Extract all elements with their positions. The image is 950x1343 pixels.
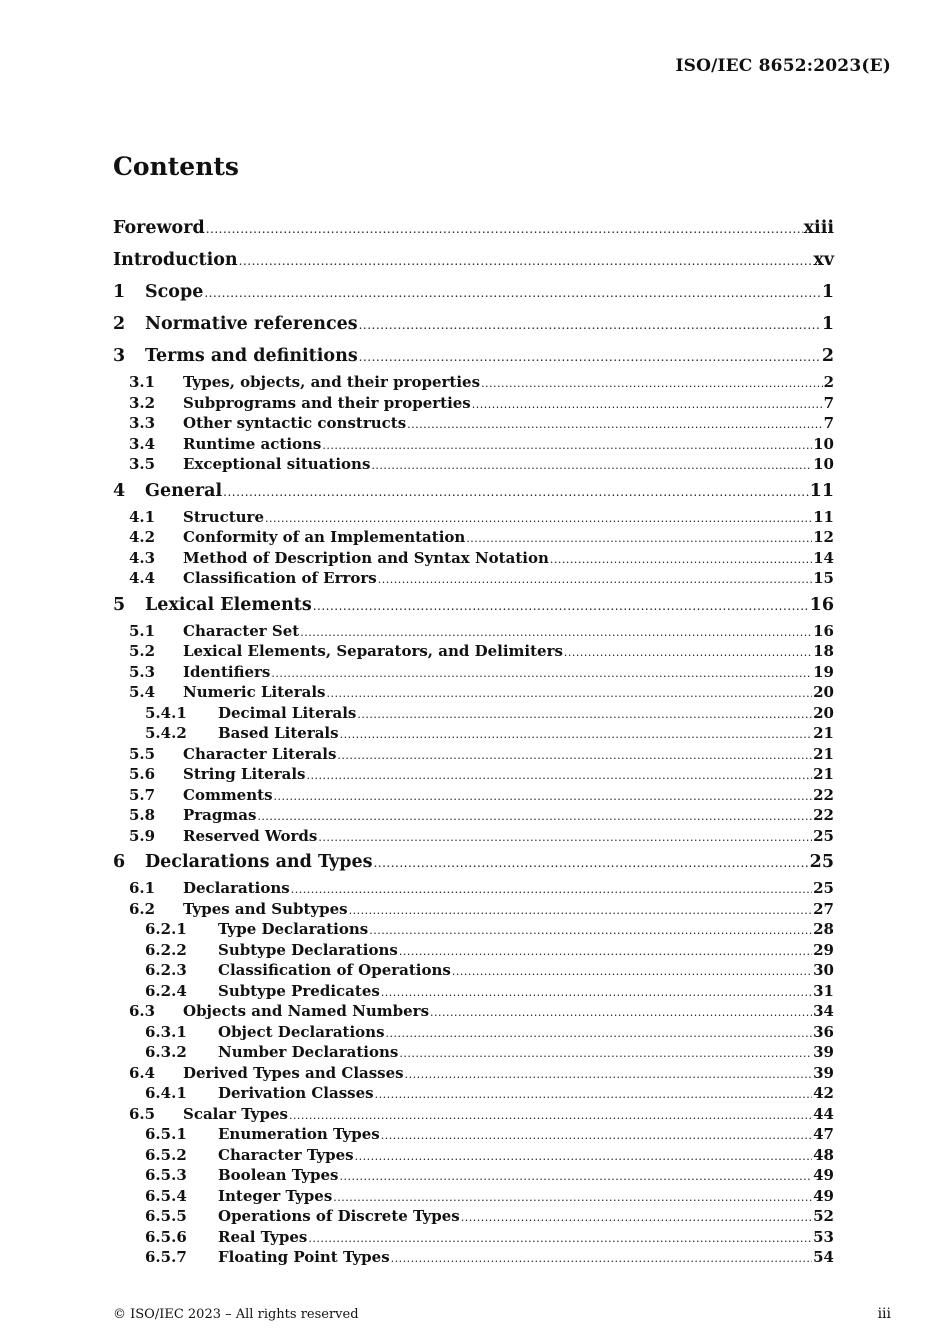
toc-leader-dots (313, 590, 809, 622)
toc-entry-number: 5.4.1 (145, 703, 187, 722)
toc-entry-page: 25 (813, 879, 834, 897)
toc-entry[interactable] (113, 244, 834, 276)
toc-entry[interactable] (113, 662, 834, 683)
toc-entry-number: 6.3.2 (145, 1043, 187, 1061)
toc-entry-title: Runtime actions (183, 434, 322, 453)
toc-leader-dots (357, 705, 812, 726)
toc-entry-page: 44 (813, 1104, 834, 1123)
toc-leader-dots (340, 725, 813, 746)
toc-entry-number: 4.4 (129, 569, 156, 587)
toc-leader-dots (204, 277, 820, 309)
toc-entry-title: Declarations (183, 879, 290, 897)
toc-entry[interactable] (113, 621, 834, 642)
toc-entry-page: 11 (809, 480, 834, 501)
toc-entry-number: 6 (113, 852, 126, 872)
toc-entry-title: Object Declarations (218, 1022, 385, 1041)
toc-entry-title: Operations of Discrete Types (218, 1207, 460, 1225)
toc-entry-number: 4.1 (129, 507, 156, 526)
toc-entry-title: Integer Types (218, 1186, 333, 1205)
toc-entry-number: 5.9 (129, 826, 156, 845)
copyright-notice: © ISO/IEC 2023 – All rights reserved (113, 1307, 359, 1322)
toc-entry-page: 2 (823, 373, 834, 391)
toc-entry-number: 6.5.5 (145, 1207, 187, 1225)
toc-leader-dots (481, 374, 823, 395)
toc-entry-number: 5.3 (129, 662, 156, 681)
toc-entry-number: 1 (113, 282, 126, 302)
toc-leader-dots (466, 529, 812, 550)
toc-entry-number: 6.1 (129, 879, 156, 897)
toc-entry-page: 20 (813, 703, 834, 722)
toc-entry-title: Exceptional situations (183, 455, 371, 473)
toc-leader-dots (265, 509, 812, 530)
toc-entry-title: Real Types (218, 1227, 308, 1246)
toc-entry[interactable] (113, 434, 834, 455)
toc-leader-dots (206, 213, 803, 245)
toc-leader-dots (430, 1003, 812, 1024)
toc-entry-page: 10 (813, 434, 834, 453)
toc-leader-dots (452, 962, 812, 983)
toc-leader-dots (300, 623, 812, 644)
toc-entry[interactable] (113, 981, 834, 1002)
toc-entry-title: String Literals (183, 765, 306, 783)
toc-entry-number: 5.5 (129, 744, 156, 763)
toc-leader-dots (257, 807, 812, 828)
toc-leader-dots (339, 1167, 812, 1188)
toc-entry[interactable] (113, 1063, 834, 1084)
toc-leader-dots (337, 746, 812, 767)
toc-entry[interactable] (113, 527, 834, 548)
toc-entry-title: Character Types (218, 1145, 354, 1164)
toc-entry-title: Pragmas (183, 806, 257, 824)
toc-leader-dots (326, 684, 812, 705)
toc-entry[interactable] (113, 276, 834, 308)
toc-entry-title: Lexical Elements (145, 594, 312, 615)
toc-entry-page: 53 (813, 1227, 834, 1246)
toc-entry[interactable] (113, 805, 834, 826)
toc-entry-page: 29 (813, 940, 834, 959)
toc-entry[interactable] (113, 308, 834, 340)
toc-entry[interactable] (113, 723, 834, 744)
toc-entry-page: 49 (813, 1166, 834, 1184)
toc-entry-page: 7 (823, 393, 834, 412)
toc-leader-dots (472, 395, 823, 416)
toc-leader-dots (359, 341, 821, 373)
toc-entry-page: 34 (813, 1002, 834, 1020)
toc-entry[interactable] (113, 212, 834, 244)
toc-leader-dots (373, 847, 808, 879)
toc-entry[interactable] (113, 1001, 834, 1022)
toc-entry-title: Classification of Operations (218, 961, 451, 979)
toc-entry-title: Identifiers (183, 662, 271, 681)
toc-entry-number: 6.5.1 (145, 1125, 187, 1143)
toc-entry-page: 21 (813, 744, 834, 763)
toc-leader-dots (369, 921, 812, 942)
toc-entry-page: 11 (813, 507, 834, 526)
document-id: ISO/IEC 8652:2023(E) (675, 56, 891, 76)
toc-entry-title: Types and Subtypes (183, 899, 348, 918)
toc-entry-title: Character Literals (183, 744, 337, 763)
toc-entry[interactable] (113, 1124, 834, 1145)
toc-entry-page: 31 (813, 981, 834, 1000)
toc-leader-dots (399, 1044, 812, 1065)
toc-entry-page: 22 (813, 806, 834, 824)
toc-entry-title: Objects and Named Numbers (183, 1002, 430, 1020)
toc-leader-dots (405, 1065, 813, 1086)
toc-entry-page: 15 (813, 569, 834, 587)
toc-entry-page: 22 (813, 785, 834, 804)
toc-entry-number: 6.5 (129, 1104, 156, 1123)
toc-entry[interactable] (113, 764, 834, 785)
toc-leader-dots (399, 942, 812, 963)
toc-entry-number: 5 (113, 594, 126, 615)
toc-entry[interactable] (113, 1145, 834, 1166)
toc-entry-page: 18 (813, 642, 834, 660)
toc-entry-title: Derivation Classes (218, 1084, 374, 1102)
toc-leader-dots (306, 766, 812, 787)
toc-entry[interactable] (113, 826, 834, 847)
toc-entry-page: xiii (803, 218, 834, 238)
toc-entry-number: 3.1 (129, 373, 156, 391)
toc-entry-title: Classification of Errors (183, 569, 377, 587)
toc-entry-number: 4 (113, 480, 126, 501)
toc-entry[interactable] (113, 940, 834, 961)
toc-entry[interactable] (113, 899, 834, 920)
toc-entry-number: 5.4 (129, 683, 156, 701)
toc-leader-dots (375, 1085, 813, 1106)
toc-entry[interactable] (113, 1206, 834, 1227)
toc-entry-number: 6.3 (129, 1002, 156, 1020)
toc-entry-number: 6.2 (129, 899, 156, 918)
toc-entry[interactable] (113, 589, 834, 621)
toc-leader-dots (550, 550, 812, 571)
toc-leader-dots (371, 456, 812, 477)
toc-entry-number: 2 (113, 314, 126, 334)
toc-leader-dots (359, 309, 821, 341)
toc-entry-number: 6.3.1 (145, 1022, 187, 1041)
page-number: iii (877, 1306, 891, 1322)
toc-entry-title: Normative references (145, 314, 358, 334)
toc-entry[interactable] (113, 641, 834, 662)
toc-entry-page: 21 (813, 765, 834, 783)
toc-entry-number: 5.8 (129, 806, 156, 824)
toc-leader-dots (318, 828, 812, 849)
toc-entry-number: 6.2.2 (145, 940, 187, 959)
toc-leader-dots (274, 787, 813, 808)
toc-entry-number: 6.5.3 (145, 1166, 187, 1184)
toc-leader-dots (322, 436, 812, 457)
toc-entry-title: Scope (145, 282, 204, 302)
toc-entry-number: 4.2 (129, 528, 156, 546)
toc-entry[interactable] (113, 1104, 834, 1125)
toc-entry[interactable] (113, 548, 834, 569)
toc-entry-title: Derived Types and Classes (183, 1063, 404, 1082)
toc-leader-dots (333, 1188, 812, 1209)
toc-entry-number: 5.4.2 (145, 724, 187, 742)
toc-entry[interactable] (113, 1083, 834, 1104)
toc-entry-title: Types, objects, and their properties (183, 373, 481, 391)
toc-entry-page: 28 (813, 920, 834, 938)
toc-leader-dots (461, 1208, 812, 1229)
toc-leader-dots (391, 1249, 812, 1270)
toc-entry-title: Character Set (183, 621, 300, 640)
page-title: Contents (113, 152, 240, 181)
toc-entry[interactable] (113, 919, 834, 940)
toc-entry-page: 48 (813, 1145, 834, 1164)
toc-entry-title: Enumeration Types (218, 1125, 380, 1143)
toc-leader-dots (355, 1147, 813, 1168)
toc-leader-dots (289, 1106, 812, 1127)
toc-entry-title: Terms and definitions (145, 346, 358, 366)
toc-entry-title: Floating Point Types (218, 1248, 390, 1266)
toc-entry-title: Introduction (113, 250, 238, 270)
toc-leader-dots (308, 1229, 812, 1250)
toc-entry-title: Other syntactic constructs (183, 414, 407, 432)
toc-entry-number: 3.4 (129, 434, 156, 453)
toc-entry-number: 4.3 (129, 548, 156, 567)
toc-entry[interactable] (113, 393, 834, 414)
toc-entry-number: 5.6 (129, 765, 156, 783)
toc-entry[interactable] (113, 507, 834, 528)
toc-entry-title: Lexical Elements, Separators, and Delimiters (183, 642, 563, 660)
toc-entry[interactable] (113, 960, 834, 981)
toc-entry-number: 6.5.6 (145, 1227, 187, 1246)
toc-entry-title: General (145, 480, 223, 501)
toc-entry[interactable] (113, 1227, 834, 1248)
toc-entry[interactable] (113, 1165, 834, 1186)
toc-entry-number: 6.2.3 (145, 961, 187, 979)
toc-entry-number: 6.2.4 (145, 981, 187, 1000)
toc-entry[interactable] (113, 1022, 834, 1043)
toc-entry-title: Declarations and Types (145, 852, 373, 872)
toc-leader-dots (291, 880, 812, 901)
toc-leader-dots (407, 415, 822, 436)
toc-entry-page: 30 (813, 961, 834, 979)
toc-entry[interactable] (113, 475, 834, 507)
toc-entry-number: 6.5.4 (145, 1186, 187, 1205)
toc-entry-number: 3.3 (129, 414, 156, 432)
toc-entry-title: Structure (183, 507, 264, 526)
toc-entry-number: 6.5.2 (145, 1145, 187, 1164)
toc-leader-dots (381, 1126, 812, 1147)
toc-entry-page: 39 (813, 1043, 834, 1061)
toc-entry-page: 36 (813, 1022, 834, 1041)
toc-leader-dots (239, 245, 813, 277)
toc-entry-number: 3 (113, 346, 126, 366)
toc-leader-dots (564, 643, 812, 664)
toc-entry-title: Conformity of an Implementation (183, 528, 466, 546)
toc-entry-title: Number Declarations (218, 1043, 399, 1061)
toc-entry-page: 49 (813, 1186, 834, 1205)
toc-entry[interactable] (113, 846, 834, 878)
toc-entry-page: 25 (809, 852, 834, 872)
toc-entry-page: 47 (813, 1125, 834, 1143)
toc-entry-page: 27 (813, 899, 834, 918)
toc-entry-number: 6.4.1 (145, 1084, 187, 1102)
toc-entry-number: 3.2 (129, 393, 156, 412)
toc-entry-number: 3.5 (129, 455, 156, 473)
toc-entry-page: 52 (813, 1207, 834, 1225)
toc-entry-number: 6.4 (129, 1063, 156, 1082)
toc-entry-page: 14 (813, 548, 834, 567)
toc-entry[interactable] (113, 568, 834, 589)
toc-entry-page: 54 (813, 1248, 834, 1266)
toc-leader-dots (349, 901, 813, 922)
toc-entry-page: 16 (809, 594, 834, 615)
toc-entry[interactable] (113, 1042, 834, 1063)
toc-entry-number: 6.2.1 (145, 920, 187, 938)
toc-entry-title: Reserved Words (183, 826, 318, 845)
toc-entry[interactable] (113, 372, 834, 393)
toc-entry-page: 7 (823, 414, 834, 432)
toc-leader-dots (386, 1024, 813, 1045)
toc-entry-title: Decimal Literals (218, 703, 357, 722)
toc-entry-page: 1 (821, 314, 834, 334)
toc-entry-page: xv (813, 250, 834, 270)
toc-entry[interactable] (113, 682, 834, 703)
toc-entry-title: Type Declarations (218, 920, 369, 938)
toc-entry-page: 16 (813, 621, 834, 640)
toc-entry[interactable] (113, 1247, 834, 1268)
toc-entry-page: 39 (813, 1063, 834, 1082)
toc-entry-number: 6.5.7 (145, 1248, 187, 1266)
toc-entry-title: Based Literals (218, 724, 339, 742)
toc-entry-title: Subtype Predicates (218, 981, 380, 1000)
toc-entry-title: Scalar Types (183, 1104, 288, 1123)
toc-entry-title: Subtype Declarations (218, 940, 398, 959)
toc-entry[interactable] (113, 454, 834, 475)
toc-entry[interactable] (113, 340, 834, 372)
toc-entry-page: 10 (813, 455, 834, 473)
toc-leader-dots (378, 570, 812, 591)
toc-entry-page: 21 (813, 724, 834, 742)
toc-entry-number: 5.2 (129, 642, 156, 660)
toc-entry-title: Numeric Literals (183, 683, 326, 701)
table-of-contents (113, 212, 834, 1268)
toc-entry-title: Boolean Types (218, 1166, 339, 1184)
toc-entry[interactable] (113, 785, 834, 806)
toc-entry-page: 2 (821, 346, 834, 366)
toc-entry[interactable] (113, 703, 834, 724)
toc-entry-title: Subprograms and their properties (183, 393, 471, 412)
toc-leader-dots (381, 983, 812, 1004)
toc-entry-title: Foreword (113, 218, 205, 238)
toc-entry-page: 19 (813, 662, 834, 681)
toc-entry-page: 25 (813, 826, 834, 845)
toc-entry-page: 12 (813, 528, 834, 546)
toc-entry-title: Method of Description and Syntax Notation (183, 548, 549, 567)
toc-entry[interactable] (113, 744, 834, 765)
toc-entry[interactable] (113, 1186, 834, 1207)
toc-entry[interactable] (113, 413, 834, 434)
toc-entry-page: 42 (813, 1084, 834, 1102)
toc-entry[interactable] (113, 878, 834, 899)
toc-entry-page: 20 (813, 683, 834, 701)
toc-leader-dots (223, 476, 808, 508)
toc-entry-title: Comments (183, 785, 273, 804)
toc-leader-dots (271, 664, 812, 685)
toc-entry-page: 1 (821, 282, 834, 302)
toc-entry-number: 5.1 (129, 621, 156, 640)
toc-entry-number: 5.7 (129, 785, 156, 804)
